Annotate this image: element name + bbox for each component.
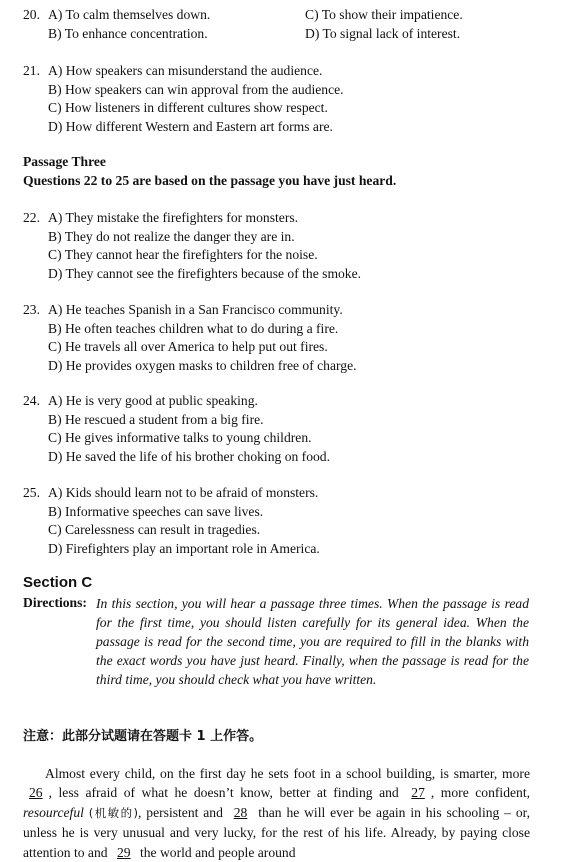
option-b: B) Informative speeches can save lives. <box>48 503 264 519</box>
directions-label: Directions: <box>23 595 87 610</box>
passage-text: , persistent and <box>138 804 223 820</box>
option-c: C) Carelessness can result in tragedies. <box>48 522 261 537</box>
passage-text: , more confident, <box>430 785 530 801</box>
question-number: 25. <box>23 485 40 500</box>
option-a: A) They mistake the firefighters for monsters. <box>48 210 299 225</box>
option-d: D) How different Western and Eastern art forms are. <box>48 118 333 134</box>
option-a: A) How speakers can misunderstand the audience. <box>48 63 323 78</box>
passage-text: the world and people around <box>139 844 296 860</box>
option-d: D) Firefighters play an important role in America. <box>48 540 320 556</box>
dictation-passage <box>23 764 530 862</box>
option-b: B) They do not realize the danger they are in. <box>48 228 295 244</box>
question-number: 21. <box>23 63 40 78</box>
passage-three-intro: Questions 22 to 25 are based on the passage you have just heard. <box>23 173 397 188</box>
option-d: D) He saved the life of his brother choking on food. <box>48 448 330 464</box>
blank-29: 29 <box>116 844 131 860</box>
question-20 <box>23 6 563 44</box>
question-21 <box>23 62 563 138</box>
option-b: B) He rescued a student from a big fire. <box>48 411 264 427</box>
passage-text: , less afraid of what he doesn’t know, better at finding and <box>48 785 399 801</box>
answer-sheet-note: 注意：此部分试题请在答题卡 1 上作答。 <box>23 729 263 744</box>
option-d: D) To signal lack of interest. <box>305 25 461 41</box>
option-a: A) To calm themselves down. <box>48 7 211 22</box>
option-a: A) Kids should learn not to be afraid of monsters. <box>48 485 319 500</box>
option-b: B) How speakers can win approval from the audience. <box>48 81 344 97</box>
question-number: 20. <box>23 7 40 22</box>
option-c: C) He travels all over America to help put out fires. <box>48 339 328 354</box>
option-d: D) He provides oxygen masks to children free of charge. <box>48 357 357 373</box>
option-c: C) How listeners in different cultures show respect. <box>48 100 328 115</box>
resourceful-word: resourceful <box>23 804 84 820</box>
directions-text: In this section, you will hear a passage three times. When the passage is read for the first time, you should listen carefully for its general idea. When the passage is read for the second time, you are required to fill in the blanks with the exact words you have just heard. Finally, when the passage is read for the third time, you should check what you have written. <box>96 596 529 687</box>
option-b: B) To enhance concentration. <box>48 25 208 41</box>
chinese-gloss: (机敏的) <box>88 805 139 820</box>
option-d: D) They cannot see the firefighters because of the smoke. <box>48 265 362 281</box>
question-number: 24. <box>23 393 40 408</box>
option-c: C) They cannot hear the firefighters for the noise. <box>48 247 318 262</box>
question-24 <box>23 392 563 468</box>
passage-three-title: Passage Three <box>23 154 106 169</box>
option-c: C) He gives informative talks to young children. <box>48 430 312 445</box>
option-a: A) He is very good at public speaking. <box>48 393 258 408</box>
question-22 <box>23 209 563 285</box>
question-number: 23. <box>23 302 40 317</box>
option-c: C) To show their impatience. <box>305 7 463 22</box>
blank-28: 28 <box>233 804 248 820</box>
question-23 <box>23 301 563 377</box>
option-b: B) He often teaches children what to do during a fire. <box>48 320 339 336</box>
question-number: 22. <box>23 210 40 225</box>
option-a: A) He teaches Spanish in a San Francisco community. <box>48 302 343 317</box>
blank-27: 27 <box>411 785 425 801</box>
passage-text: than he will ever be again in his schooling – or, unless he is very unusual and very lucky, for the rest of his life. Already, by paying close attention to and <box>23 804 530 860</box>
passage-text: Almost every child, on the first day he sets foot in a school building, is smarter, more <box>45 766 530 781</box>
blank-26: 26 <box>29 785 43 801</box>
question-25 <box>23 484 563 560</box>
section-c-title: Section C <box>23 574 93 591</box>
